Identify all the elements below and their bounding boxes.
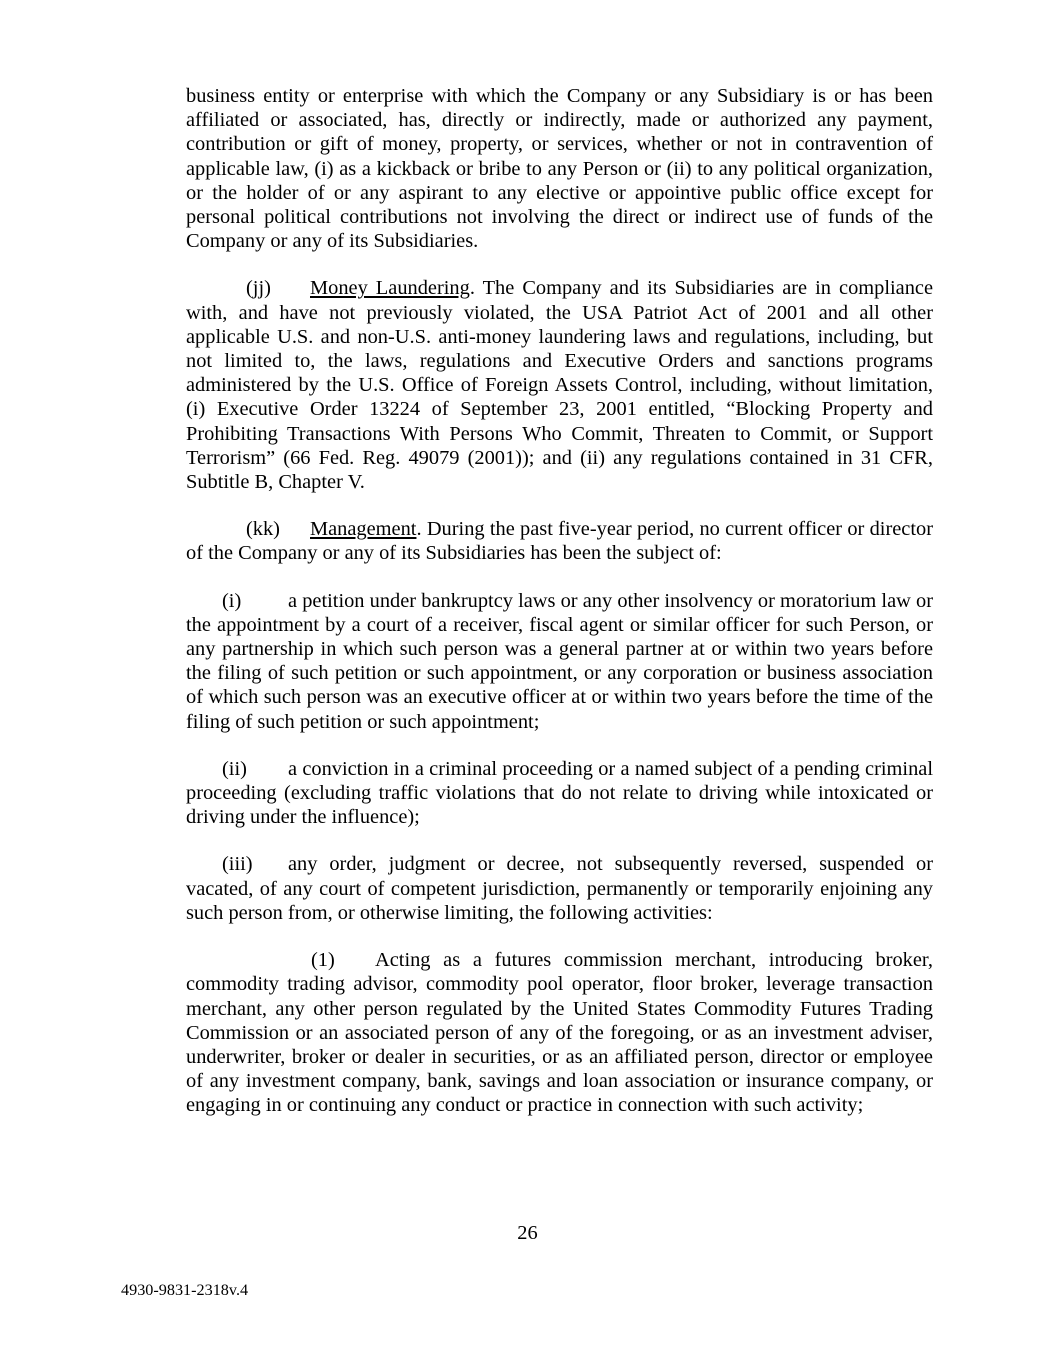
document-id-footer: 4930-9831-2318v.4 — [121, 1281, 249, 1299]
subclause-iii-label: (iii) — [222, 853, 253, 876]
clause-jj-money-laundering — [186, 276, 933, 494]
page-number: 26 — [517, 1222, 538, 1244]
clause-jj-heading: Money Laundering — [310, 277, 470, 300]
paragraph-continuation — [186, 84, 933, 253]
subclause-i-text: a petition under bankruptcy laws or any other insolvency or moratorium law or the appointment by a court of a receiver, fiscal agent or similar officer for such Person, or any partnership in which such person was a general partner at or within two years before the filing of such petition or such appointment, or any corporation or business association of which such person was an executive officer at or within two years before the time of the filing of such petition or such appointment; — [186, 589, 933, 733]
subclause-ii — [186, 757, 933, 830]
subclause-ii-label: (ii) — [222, 757, 247, 780]
document-body — [186, 84, 933, 1141]
subitem-1 — [186, 948, 933, 1117]
clause-kk-text: . During the past five-year period, no current officer or director of the Company or any of its Subsidiaries has been the subject of: — [186, 518, 933, 565]
clause-jj-label: (jj) — [246, 277, 271, 300]
subitem-1-text: Acting as a futures commission merchant, introducing broker, commodity trading advisor, commodity pool operator, floor broker, leverage transaction merchant, any other person regulated by the United States Commodity Futures Trading Commission or an associated person of any of the foregoing, or as an investment adviser, underwriter, broker or dealer in securities, or as an affiliated person, director or employee of any investment company, bank, savings and loan association or insurance company, or engaging in or continuing any conduct or practice in connection with such activity; — [186, 949, 933, 1117]
subclause-i — [186, 589, 933, 734]
clause-jj-text: . The Company and its Subsidiaries are in compliance with, and have not previously violated, the USA Patriot Act of 2001 and all other applicable U.S. and non-U.S. anti-money laundering laws and regulations, including, but not limited to, the laws, regulations and Executive Orders and sanctions programs administered by the U.S. Office of Foreign Assets Control, including, without limitation, (i) Executive Order 13224 of September 23, 2001 entitled, “Blocking Property and Prohibiting Transactions With Persons Who Commit, Threaten to Commit, or Support Terrorism” (66 Fed. Reg. 49079 (2001)); and (ii) any regulations contained in 31 CFR, Subtitle B, Chapter V. — [186, 277, 934, 494]
paragraph-continuation-text: business entity or enterprise with which the Company or any Subsidiary is or has been affiliated or associated, has, directly or indirectly, made or authorized any payment, contribution or gift of money, property, or services, whether or not in contravention of applicable law, (i) as a kickback or bribe to any Person or (ii) to any political organization, or the holder of or any aspirant to any elective or appointive public office except for personal political contributions not involving the direct or indirect use of funds of the Company or any of its Subsidiaries. — [186, 85, 933, 253]
subclause-i-label: (i) — [222, 589, 242, 612]
clause-kk-heading: Management — [310, 518, 417, 541]
subclause-iii — [186, 852, 933, 925]
subitem-1-label: (1) — [311, 949, 335, 972]
subclause-ii-text: a conviction in a criminal proceeding or a named subject of a pending criminal proceeding (excluding traffic violations that do not relate to driving while intoxicated or driving under the influence); — [186, 757, 933, 829]
clause-kk-management — [186, 517, 933, 565]
subclause-iii-text: any order, judgment or decree, not subsequently reversed, suspended or vacated, of any court of competent jurisdiction, permanently or temporarily enjoining any such person from, or otherwise limiting, the following activities: — [186, 853, 933, 924]
clause-kk-label: (kk) — [246, 518, 280, 541]
